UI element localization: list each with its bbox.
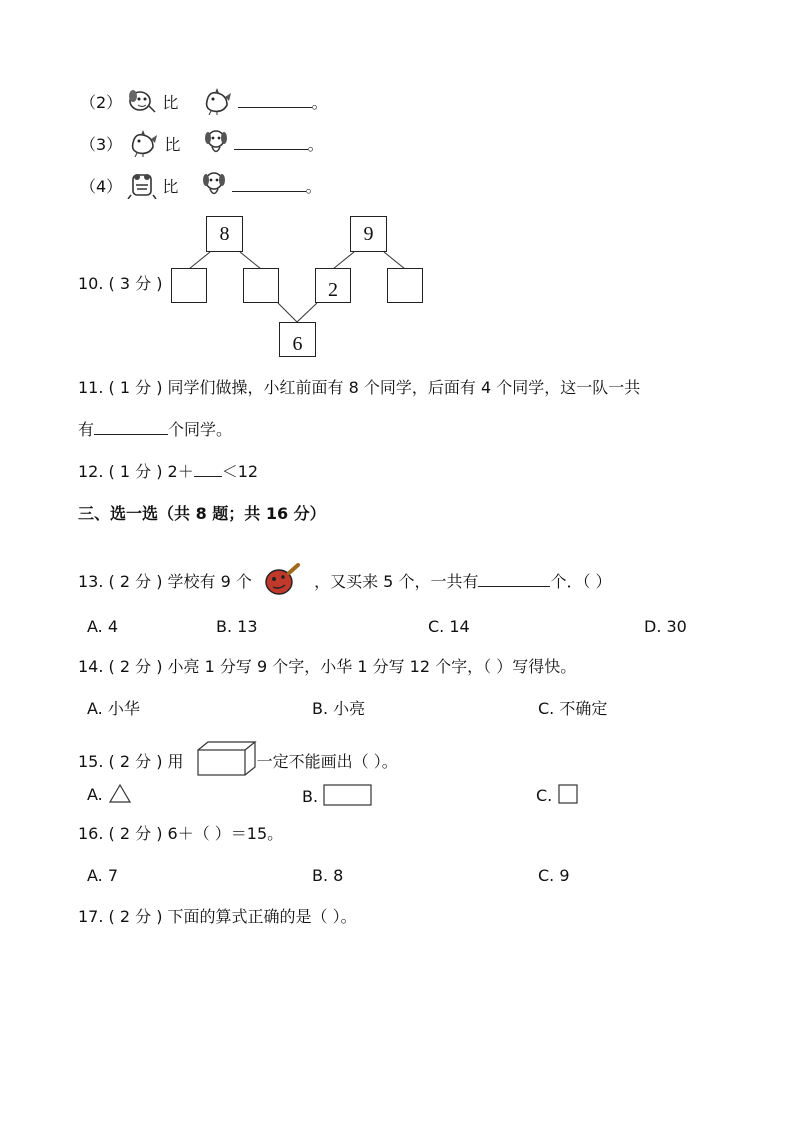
q15-text-end: 一定不能画出（ ）。 — [256, 752, 398, 771]
answer-blank[interactable] — [478, 572, 550, 587]
q12-text-end: ＜12 — [221, 462, 259, 481]
option-b[interactable]: B. 13 — [216, 617, 258, 636]
option-c[interactable] — [536, 783, 579, 810]
square-icon — [557, 783, 579, 810]
q10-answer-box-1[interactable] — [171, 268, 207, 303]
q16-text: 16. ( 2 分 ) 6＋（ ）＝15。 — [78, 824, 284, 843]
option-a[interactable]: A. 7 — [87, 866, 119, 885]
option-b[interactable] — [302, 783, 373, 812]
q13 — [78, 563, 612, 602]
q10-connector-lines — [0, 0, 794, 400]
q10-answer-box-3[interactable] — [387, 268, 423, 303]
rectangle-icon — [323, 783, 373, 812]
q13-text-start: 13. ( 2 分 ) 学校有 9 个 — [78, 572, 252, 591]
q10-label: 10. ( 3 分 ) — [78, 274, 163, 293]
item-number: （3） — [80, 135, 123, 154]
q11-text-start: 有 — [78, 420, 95, 439]
q15-text-start: 15. ( 2 分 ) 用 — [78, 752, 184, 771]
q11-text-end: 个同学。 — [168, 420, 233, 439]
punctuation: 。 — [311, 93, 328, 112]
compare-word: 比 — [164, 135, 181, 154]
compare-word: 比 — [162, 93, 179, 112]
item-number: （2） — [80, 93, 123, 112]
option-a[interactable]: A. 4 — [87, 617, 119, 636]
option-b[interactable]: B. 8 — [312, 866, 344, 885]
option-c[interactable]: C. 9 — [538, 866, 570, 885]
cuboid-icon — [197, 741, 257, 782]
option-letter: B. — [302, 787, 319, 806]
q12-text-start: 12. ( 1 分 ) 2＋ — [78, 462, 194, 481]
option-b[interactable]: B. 小亮 — [312, 699, 366, 718]
ping-pong-paddle-icon — [263, 563, 303, 602]
punctuation: 。 — [305, 177, 322, 196]
q13-text-middle: ，又买来 5 个，一共有 — [314, 572, 479, 591]
q14-text: 14. ( 2 分 ) 小亮 1 分写 9 个字，小华 1 分写 12 个字，（ ）写得快。 — [78, 657, 577, 676]
answer-blank[interactable] — [94, 420, 168, 435]
q15 — [78, 741, 398, 782]
section-title: 三、选一选（共 8 题；共 16 分） — [78, 504, 326, 523]
triangle-icon — [108, 783, 132, 808]
option-d[interactable]: D. 30 — [644, 617, 687, 636]
option-c[interactable]: C. 不确定 — [538, 699, 608, 718]
item-number: （4） — [80, 177, 123, 196]
q11-line1: 11. ( 1 分 ) 同学们做操，小红前面有 8 个同学，后面有 4 个同学，这一队一共 — [78, 378, 641, 397]
option-a[interactable]: A. 小华 — [87, 699, 140, 718]
answer-blank[interactable] — [194, 462, 222, 477]
q10-box-bottom: 6 — [279, 322, 316, 357]
option-c[interactable]: C. 14 — [428, 617, 470, 636]
q10-answer-box-2[interactable] — [243, 268, 279, 303]
option-a[interactable] — [87, 783, 132, 808]
q13-text-end: 个．（ ） — [550, 572, 612, 591]
option-letter: C. — [536, 786, 553, 805]
q12 — [78, 462, 258, 482]
q17-text: 17. ( 2 分 ) 下面的算式正确的是（ ）。 — [78, 907, 357, 926]
punctuation: 。 — [307, 135, 324, 154]
q10-box-top-right: 9 — [350, 216, 387, 252]
q10-box-mid: 2 — [315, 268, 351, 303]
compare-word: 比 — [162, 177, 179, 196]
q11-line2 — [78, 420, 232, 440]
option-letter: A. — [87, 785, 103, 804]
q10-box-top-left: 8 — [206, 216, 243, 252]
